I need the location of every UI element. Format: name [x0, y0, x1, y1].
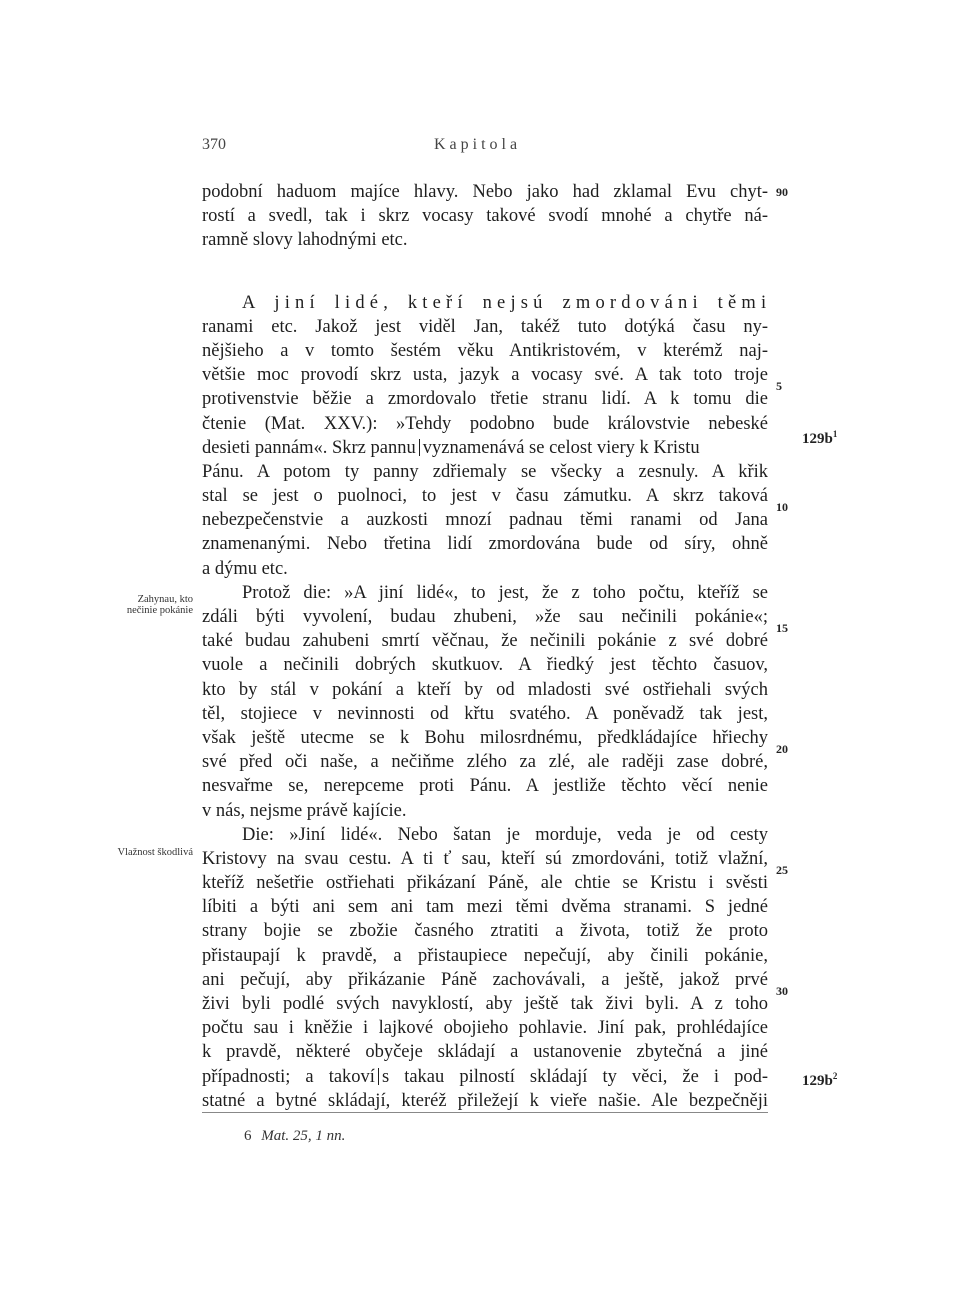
text-span: vyznamenává se celost viery k Kristu [422, 437, 700, 458]
text-line [202, 436, 768, 460]
line-number: 25 [776, 862, 788, 877]
text-line: A jiní lidé, kteří nejsú zmordováni těmi [242, 292, 772, 313]
text-line: k pravdě, některé obyčeje skládají a ustanovenie zbytečná a jiné [202, 1042, 768, 1063]
text-line: vuole a nečinili dobrých skutkuov. A řiedký jest těchto časuov, [202, 655, 768, 676]
text-span: s takau pilností skládají ty věci, že i pod- [381, 1066, 768, 1087]
text-line: živi byli podlé svých navyklostí, aby ještě tak živi byli. A z toho [202, 994, 768, 1014]
line-number: 10 [776, 499, 788, 514]
folio-marker [802, 422, 872, 451]
text-line: ani pečují, aby přikázanie Páně zachovávali, a ještě, jakož prvé [202, 969, 768, 990]
folio-label: 129b [802, 431, 833, 447]
footnote-reference: Mat. 25, 1 nn. [261, 1128, 346, 1144]
text-line: počtu sau i kněžie i lajkové obojieho pohlavie. Jiní pak, prohlédajíce [202, 1018, 768, 1039]
folio-superscript: 2 [832, 1071, 838, 1081]
text-line: Die: »Jiní lidé«. Nebo šatan je morduje, veda je od cesty [242, 824, 768, 845]
text-line: těl, stojiece v nevinnosti od křtu svatého. A poněvadž tak jest, [202, 703, 768, 724]
text-line: také budau zahubeni smrtí věčnau, že nečinili pokánie z své dobré [202, 631, 768, 652]
text-line: statné a bytné skládají, kteréž přiležejí k vieře našie. Ale bezpečněji [202, 1090, 768, 1111]
text-line: podobní haduom majíce hlavy. Nebo jako had zklamal Evu chyt- [202, 182, 768, 202]
text-span: případnosti; a takoví [202, 1066, 375, 1087]
text-line: Protož die: »A jiní lidé«, to jest, že z toho počtu, kteříž se [242, 582, 768, 603]
text-line: přistaupají k pravdě, a přistaupiece nepečují, aby činili pokánie, [202, 945, 768, 966]
text-line: zdáli býti vyvolení, budau zhubeni, »že sau nečinili pokánie«; [202, 607, 768, 627]
line-number: 5 [776, 378, 782, 393]
text-line: protivenstvie běžie a zmordovalo třetie stranu lidí. A k tomu die [202, 389, 768, 410]
margin-note-line: nečinie pokánie [126, 605, 193, 616]
text-line: své před oči naše, a nečiňme zlého za zlé, ale raději zase dobré, [202, 752, 768, 773]
text-line: v nás, nejsme právě kajície. [202, 800, 407, 821]
text-line: však ještě utecme se k Bohu milosrdnému, předkládajíce hřiechy [202, 727, 768, 748]
chapter-title: Kapitola [434, 136, 522, 153]
text-line: líbiti a býti ani sem ani tam mezi těmi dvěma stranami. S jedné [202, 897, 768, 918]
line-number: 20 [776, 741, 788, 756]
text-line: kto by stál v pokání a kteří by od mladosti své ostřiehali svých [202, 679, 768, 700]
text-line: rostí a svedl, tak i skrz vocasy takové svodí mnohé a chytře ná- [202, 206, 768, 227]
main-text [202, 180, 838, 1113]
folio-label: 129b [802, 1073, 833, 1089]
text-line: nesvařme se, nerepceme proti Pánu. A jestliže těchto věcí nenie [202, 776, 768, 797]
margin-note-lukewarmness: Vlažnost škodlivá [117, 847, 193, 858]
footnote-rule [202, 1112, 768, 1113]
text-span: desieti pannám«. Skrz pannu [202, 437, 416, 458]
text-line: a dýmu etc. [202, 558, 288, 579]
folio-superscript: 1 [832, 429, 838, 439]
folio-marker [802, 1064, 872, 1093]
text-line: znamenanými. Nebo třetina lidí zmordována bude od síry, ohně [202, 534, 768, 555]
folio-divider [419, 439, 420, 456]
text-line [202, 1065, 768, 1089]
text-line: čtenie (Mat. XXV.): »Tehdy podobno bude královstvie nebeské [202, 413, 768, 434]
line-number: 15 [776, 620, 788, 635]
folio-divider [378, 1068, 379, 1085]
text-line: nějšieho a v tomto šestém věku Antikristovém, v kterémž naj- [202, 340, 768, 361]
paragraph-gap [202, 253, 768, 291]
text-line: nebezpečenstvie a auzkosti mnozí padnau těmi ranami od Jana [202, 510, 768, 531]
text-line: strany bojie se zbožie časného ztratiti a života, totiž že proto [202, 921, 768, 942]
text-line: kteříž nešetřie ostřiehati přikázaní Páně, ale chtie se Kristu i svěsti [202, 873, 768, 894]
text-line: většie moc provodí skrz usta, jazyk a vocasy své. A tak toto troje [202, 365, 768, 386]
margin-note-repentance [127, 594, 193, 616]
page-number: 370 [202, 136, 226, 153]
text-line: stal se jest o puolnoci, to jest v času zámutku. A skrz taková [202, 486, 768, 507]
text-line: ranami etc. Jakož jest viděl Jan, takéž tuto dotýká času ny- [202, 316, 768, 337]
text-line: Kristovy na svau cestu. A ti ť sau, kteří sú zmordováni, totiž vlažní, [202, 848, 768, 869]
footnote-number: 6 [244, 1128, 252, 1144]
running-head [202, 136, 768, 158]
line-number: 30 [776, 983, 788, 998]
text-line: ramně slovy lahodnými etc. [202, 230, 408, 251]
footnote [244, 1128, 345, 1145]
text-line: Pánu. A potom ty panny zdřiemaly se všecky a zesnuly. A křik [202, 461, 768, 482]
line-number: 90 [776, 185, 788, 199]
margin-note-line: Zahynau, kto [137, 594, 193, 605]
